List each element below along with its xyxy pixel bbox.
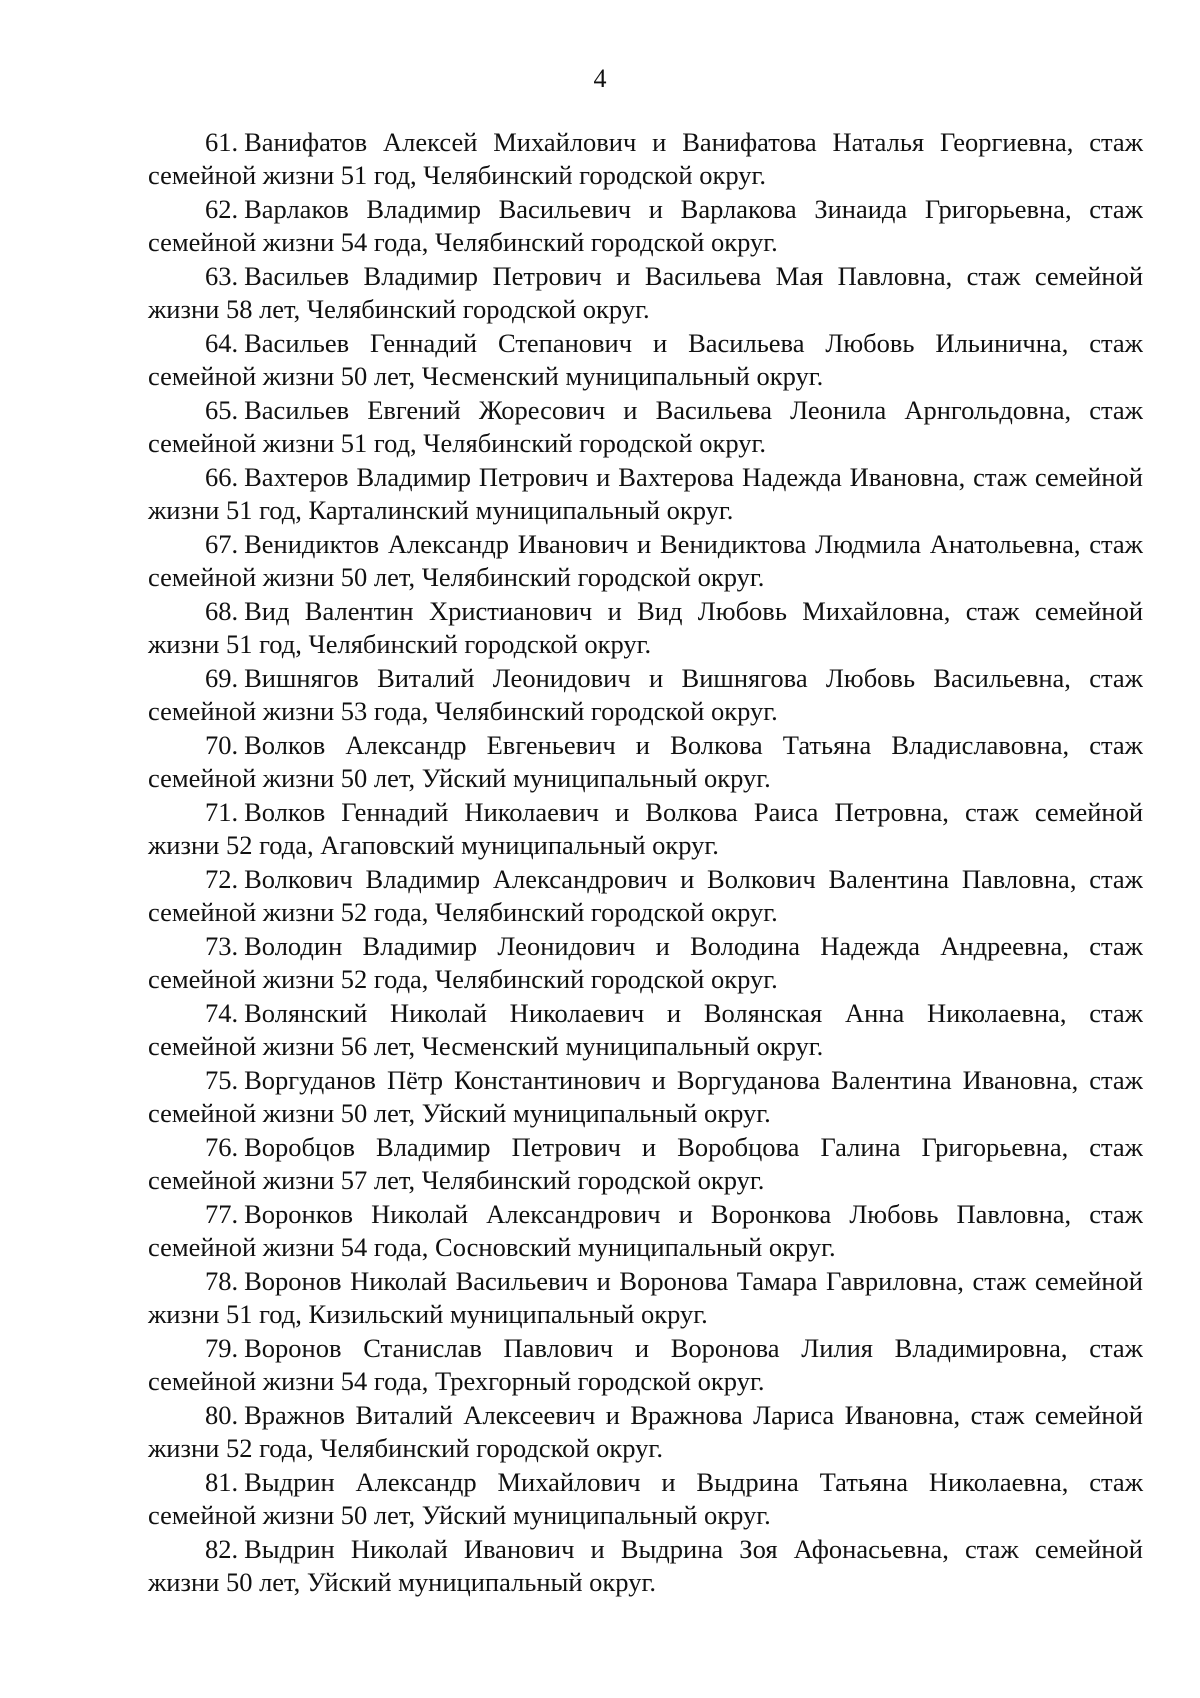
item-number: 62. xyxy=(205,194,239,224)
item-text: Волянский Николай Николаевич и Волянская Анна Николаевна, стаж семейной жизни 56 лет, Чесменский муниципальный округ. xyxy=(148,998,1143,1061)
item-text: Васильев Владимир Петрович и Васильева Мая Павловна, стаж семейной жизни 58 лет, Челябинский городской округ. xyxy=(148,261,1143,324)
item-number: 61. xyxy=(205,127,239,157)
item-number: 77. xyxy=(205,1199,239,1229)
item-number: 81. xyxy=(205,1467,239,1497)
list-item xyxy=(148,1265,1143,1331)
item-number: 73. xyxy=(205,931,239,961)
item-text: Волкович Владимир Александрович и Волкович Валентина Павловна, стаж семейной жизни 52 года, Челябинский городской округ. xyxy=(148,864,1143,927)
list-item xyxy=(148,1198,1143,1264)
list-item xyxy=(148,863,1143,929)
list-item xyxy=(148,595,1143,661)
list-item xyxy=(148,193,1143,259)
list-item xyxy=(148,930,1143,996)
item-number: 70. xyxy=(205,730,239,760)
item-text: Волков Геннадий Николаевич и Волкова Раиса Петровна, стаж семейной жизни 52 года, Агаповский муниципальный округ. xyxy=(148,797,1143,860)
item-number: 82. xyxy=(205,1534,239,1564)
item-text: Вишнягов Виталий Леонидович и Вишнягова Любовь Васильевна, стаж семейной жизни 53 года, Челябинский городской округ. xyxy=(148,663,1143,726)
item-number: 76. xyxy=(205,1132,239,1162)
page-number: 4 xyxy=(593,64,607,93)
list-item xyxy=(148,662,1143,728)
item-number: 65. xyxy=(205,395,239,425)
list-item xyxy=(148,796,1143,862)
item-number: 71. xyxy=(205,797,239,827)
award-list xyxy=(148,126,1143,1600)
list-item xyxy=(148,1131,1143,1197)
item-number: 66. xyxy=(205,462,239,492)
list-item xyxy=(148,997,1143,1063)
list-item xyxy=(148,1533,1143,1599)
item-text: Выдрин Николай Иванович и Выдрина Зоя Афонасьевна, стаж семейной жизни 50 лет, Уйский муниципальный округ. xyxy=(148,1534,1143,1597)
item-number: 74. xyxy=(205,998,239,1028)
item-text: Воронов Николай Васильевич и Воронова Тамара Гавриловна, стаж семейной жизни 51 год, Кизильский муниципальный округ. xyxy=(148,1266,1143,1329)
item-number: 75. xyxy=(205,1065,239,1095)
list-item xyxy=(148,528,1143,594)
item-text: Васильев Евгений Жоресович и Васильева Леонила Арнгольдовна, стаж семейной жизни 51 год, Челябинский городской округ. xyxy=(148,395,1143,458)
item-text: Ванифатов Алексей Михайлович и Ванифатова Наталья Георгиевна, стаж семейной жизни 51 год, Челябинский городской округ. xyxy=(148,127,1143,190)
item-number: 64. xyxy=(205,328,239,358)
list-item xyxy=(148,729,1143,795)
item-text: Выдрин Александр Михайлович и Выдрина Татьяна Николаевна, стаж семейной жизни 50 лет, Уйский муниципальный округ. xyxy=(148,1467,1143,1530)
list-item xyxy=(148,327,1143,393)
item-number: 78. xyxy=(205,1266,239,1296)
item-number: 63. xyxy=(205,261,239,291)
item-text: Вид Валентин Христианович и Вид Любовь Михайловна, стаж семейной жизни 51 год, Челябинский городской округ. xyxy=(148,596,1143,659)
item-text: Воргуданов Пётр Константинович и Воргуданова Валентина Ивановна, стаж семейной жизни 50 лет, Уйский муниципальный округ. xyxy=(148,1065,1143,1128)
list-item xyxy=(148,1399,1143,1465)
item-text: Воронков Николай Александрович и Воронкова Любовь Павловна, стаж семейной жизни 54 года, Сосновский муниципальный округ. xyxy=(148,1199,1143,1262)
item-number: 72. xyxy=(205,864,239,894)
item-text: Венидиктов Александр Иванович и Венидиктова Людмила Анатольевна, стаж семейной жизни 50 лет, Челябинский городской округ. xyxy=(148,529,1143,592)
list-item xyxy=(148,394,1143,460)
list-item xyxy=(148,126,1143,192)
item-number: 69. xyxy=(205,663,239,693)
item-text: Волков Александр Евгеньевич и Волкова Татьяна Владиславовна, стаж семейной жизни 50 лет, Уйский муниципальный округ. xyxy=(148,730,1143,793)
item-text: Володин Владимир Леонидович и Володина Надежда Андреевна, стаж семейной жизни 52 года, Челябинский городской округ. xyxy=(148,931,1143,994)
item-text: Воробцов Владимир Петрович и Воробцова Галина Григорьевна, стаж семейной жизни 57 лет, Челябинский городской округ. xyxy=(148,1132,1143,1195)
item-text: Вахтеров Владимир Петрович и Вахтерова Надежда Ивановна, стаж семейной жизни 51 год, Карталинский муниципальный округ. xyxy=(148,462,1143,525)
list-item xyxy=(148,1466,1143,1532)
list-item xyxy=(148,1064,1143,1130)
item-text: Воронов Станислав Павлович и Воронова Лилия Владимировна, стаж семейной жизни 54 года, Трехгорный городской округ. xyxy=(148,1333,1143,1396)
item-text: Вражнов Виталий Алексеевич и Вражнова Лариса Ивановна, стаж семейной жизни 52 года, Челябинский городской округ. xyxy=(148,1400,1143,1463)
item-number: 80. xyxy=(205,1400,239,1430)
item-number: 67. xyxy=(205,529,239,559)
item-text: Васильев Геннадий Степанович и Васильева Любовь Ильинична, стаж семейной жизни 50 лет, Чесменский муниципальный округ. xyxy=(148,328,1143,391)
list-item xyxy=(148,461,1143,527)
item-number: 79. xyxy=(205,1333,239,1363)
list-item xyxy=(148,260,1143,326)
list-item xyxy=(148,1332,1143,1398)
item-text: Варлаков Владимир Васильевич и Варлакова Зинаида Григорьевна, стаж семейной жизни 54 года, Челябинский городской округ. xyxy=(148,194,1143,257)
item-number: 68. xyxy=(205,596,239,626)
